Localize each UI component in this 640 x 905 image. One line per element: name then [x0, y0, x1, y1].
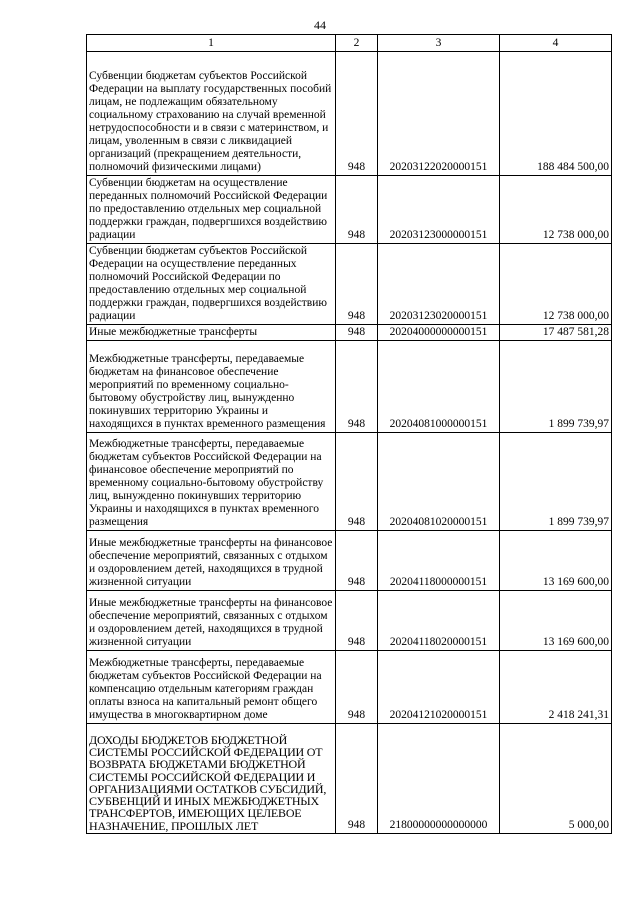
admin-code-cell: 948	[336, 433, 378, 531]
column-header: 2	[336, 35, 378, 52]
amount-cell: 12 738 000,00	[500, 176, 612, 244]
budget-code-cell: 20204081000000151	[378, 341, 500, 433]
budget-code-cell: 21800000000000000	[378, 724, 500, 834]
admin-code-cell: 948	[336, 176, 378, 244]
admin-code-cell: 948	[336, 651, 378, 724]
table-row	[87, 531, 612, 591]
revenue-name-cell: Иные межбюджетные трансферты на финансовое обеспечение мероприятий, связанных с отдыхом и оздоровлением детей, находящихся в трудной жизненной ситуации	[87, 531, 336, 591]
admin-code-cell: 948	[336, 325, 378, 341]
budget-code-cell: 20203122020000151	[378, 52, 500, 176]
admin-code-cell: 948	[336, 531, 378, 591]
revenue-name-cell: Межбюджетные трансферты, передаваемые бюджетам на финансовое обеспечение мероприятий по временному социально-бытовому обустройству лиц, вынужденно покинувших территорию Украины и находящихся в пунктах временного размещения	[87, 341, 336, 433]
amount-cell: 17 487 581,28	[500, 325, 612, 341]
revenue-name-cell: Иные межбюджетные трансферты на финансовое обеспечение мероприятий, связанных с отдыхом и оздоровлением детей, находящихся в трудной жизненной ситуации	[87, 591, 336, 651]
budget-code-cell: 20204000000000151	[378, 325, 500, 341]
budget-code-cell: 20203123000000151	[378, 176, 500, 244]
column-numbers-row	[87, 35, 612, 52]
table-row	[87, 433, 612, 531]
admin-code-cell: 948	[336, 341, 378, 433]
table-row	[87, 176, 612, 244]
revenue-name-cell: Иные межбюджетные трансферты	[87, 325, 336, 341]
table-row	[87, 591, 612, 651]
column-header: 4	[500, 35, 612, 52]
table-row	[87, 724, 612, 834]
revenue-name-cell: Субвенции бюджетам субъектов Российской Федерации на осуществление переданных полномочий Российской Федерации по предоставлению отдельных мер социальной поддержки граждан, подвергшихся воздействию радиации	[87, 244, 336, 325]
budget-revenue-table	[86, 34, 612, 834]
revenue-name-cell: Субвенции бюджетам на осуществление переданных полномочий Российской Федерации по предоставлению отдельных мер социальной поддержки граждан, подвергшихся воздействию радиации	[87, 176, 336, 244]
column-header: 3	[378, 35, 500, 52]
table-row	[87, 341, 612, 433]
amount-cell: 2 418 241,31	[500, 651, 612, 724]
revenue-name-cell: Межбюджетные трансферты, передаваемые бюджетам субъектов Российской Федерации на компенсацию отдельным категориям граждан оплаты взноса на капитальный ремонт общего имущества в многоквартирном доме	[87, 651, 336, 724]
budget-code-cell: 20204118020000151	[378, 591, 500, 651]
admin-code-cell: 948	[336, 244, 378, 325]
amount-cell: 13 169 600,00	[500, 531, 612, 591]
table-row	[87, 52, 612, 176]
page-number: 44	[314, 18, 326, 32]
admin-code-cell: 948	[336, 591, 378, 651]
amount-cell: 1 899 739,97	[500, 341, 612, 433]
amount-cell: 12 738 000,00	[500, 244, 612, 325]
revenue-name-cell: Межбюджетные трансферты, передаваемые бюджетам субъектов Российской Федерации на финансовое обеспечение мероприятий по временному социально-бытовому обустройству лиц, вынужденно покинувших территорию Украины и находящихся в пунктах временного размещения	[87, 433, 336, 531]
amount-cell: 13 169 600,00	[500, 591, 612, 651]
table-row	[87, 651, 612, 724]
budget-code-cell: 20204081020000151	[378, 433, 500, 531]
amount-cell: 5 000,00	[500, 724, 612, 834]
column-header: 1	[87, 35, 336, 52]
amount-cell: 1 899 739,97	[500, 433, 612, 531]
budget-code-cell: 20204121020000151	[378, 651, 500, 724]
table-row	[87, 325, 612, 341]
budget-code-cell: 20203123020000151	[378, 244, 500, 325]
budget-code-cell: 20204118000000151	[378, 531, 500, 591]
admin-code-cell: 948	[336, 52, 378, 176]
revenue-name-cell: ДОХОДЫ БЮДЖЕТОВ БЮДЖЕТНОЙ СИСТЕМЫ РОССИЙСКОЙ ФЕДЕРАЦИИ ОТ ВОЗВРАТА БЮДЖЕТАМИ БЮДЖЕТНОЙ СИСТЕМЫ РОССИЙСКОЙ ФЕДЕРАЦИИ И ОРГАНИЗАЦИЯМИ ОСТАТКОВ СУБСИДИЙ, СУБВЕНЦИЙ И ИНЫХ МЕЖБЮДЖЕТНЫХ ТРАНСФЕРТОВ, ИМЕЮЩИХ ЦЕЛЕВОЕ НАЗНАЧЕНИЕ, ПРОШЛЫХ ЛЕТ	[87, 724, 336, 834]
table-row	[87, 244, 612, 325]
revenue-name-cell: Субвенции бюджетам субъектов Российской Федерации на выплату государственных пособий лицам, не подлежащим обязательному социальному страхованию на случай временной нетрудоспособности и в связи с материнством, и лицам, уволенным в связи с ликвидацией организаций (прекращением деятельности, полномочий физическими лицами)	[87, 52, 336, 176]
admin-code-cell: 948	[336, 724, 378, 834]
amount-cell: 188 484 500,00	[500, 52, 612, 176]
